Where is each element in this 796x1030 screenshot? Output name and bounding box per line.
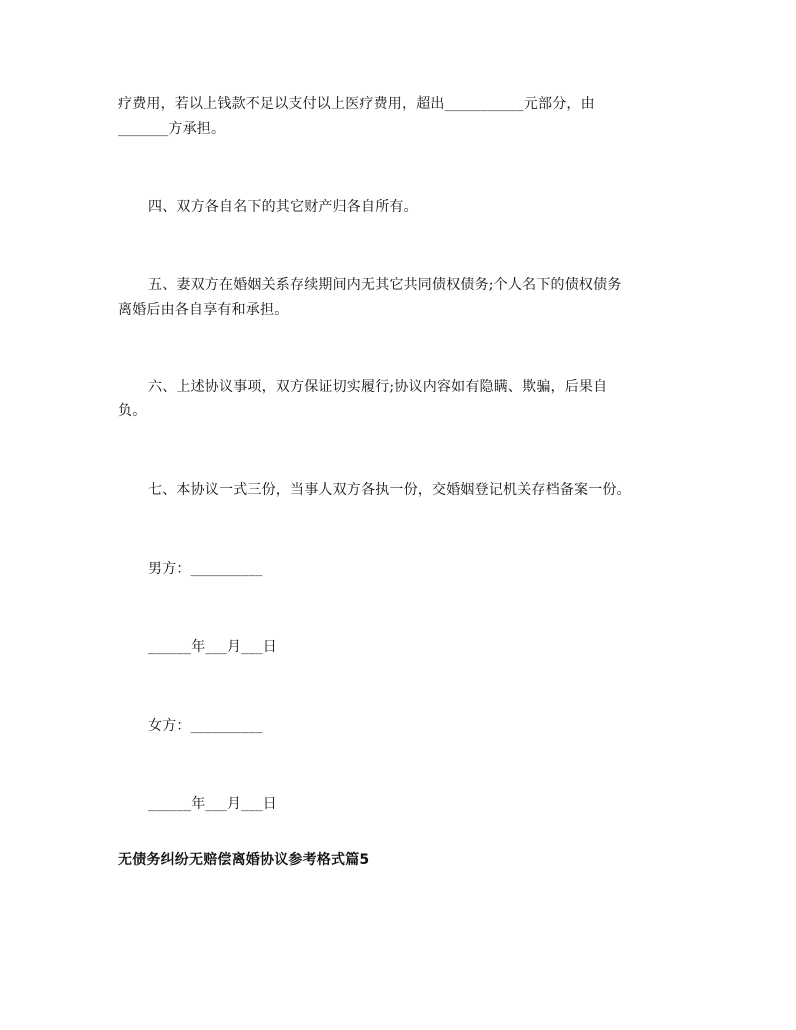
male-signature-label: 男方：__________: [148, 561, 263, 577]
clause-six-line-1: 六、上述协议事项，双方保证切实履行;协议内容如有隐瞒、欺骗，后果自: [148, 379, 608, 395]
clause-five-line-1: 五、妻双方在婚姻关系存续期间内无其它共同债权债务;个人名下的债权债务: [148, 277, 622, 293]
paragraph-medical-line-2: _______方承担。: [118, 121, 226, 137]
clause-five-line-2: 离婚后由各自享有和承担。: [118, 302, 289, 318]
clause-six-line-2: 负。: [118, 403, 147, 419]
clause-four: 四、双方各自名下的其它财产归各自所有。: [148, 199, 418, 215]
next-section-heading: 无债务纠纷无赔偿离婚协议参考格式篇5: [118, 852, 370, 868]
paragraph-medical-line-1: 疗费用，若以上钱款不足以支付以上医疗费用，超出___________元部分，由: [118, 96, 595, 112]
male-signature-date: ______年___月___日: [148, 639, 277, 655]
female-signature-date: ______年___月___日: [148, 796, 277, 812]
clause-seven: 七、本协议一式三份，当事人双方各执一份，交婚姻登记机关存档备案一份。: [148, 482, 631, 498]
female-signature-label: 女方：__________: [148, 718, 263, 734]
